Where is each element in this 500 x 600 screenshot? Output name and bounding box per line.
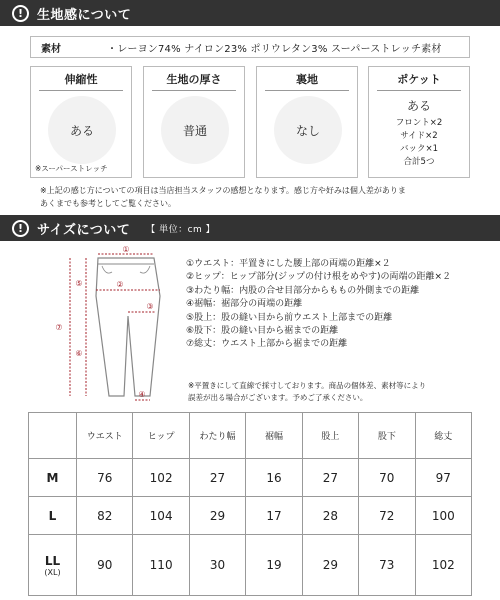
size-value: 28 (302, 497, 358, 535)
fabric-section-header (0, 0, 500, 26)
attribute-divider (152, 90, 236, 91)
attribute-divider (265, 90, 349, 91)
size-section-header (0, 215, 500, 241)
marker-thigh: ③ (146, 302, 154, 311)
attribute-title: 伸縮性 (64, 73, 98, 86)
marker-total: ⑦ (55, 323, 63, 332)
attribute-value: 普通 (161, 96, 229, 164)
size-value: 19 (246, 535, 302, 596)
size-value: 100 (415, 497, 471, 535)
size-sub-code: (XL) (44, 567, 61, 577)
marker-rise: ⑤ (75, 279, 83, 288)
attribute-stretch (30, 66, 132, 178)
size-value: 102 (415, 535, 471, 596)
attribute-title: 生地の厚さ (166, 73, 222, 86)
attribute-value: ある (48, 96, 116, 164)
size-table-header: 股上 (302, 413, 358, 459)
fabric-section-title: 生地感について (37, 7, 132, 23)
measurement-description: ⑥股下：股の縫い目から裾までの距離 (186, 326, 339, 337)
size-value: 70 (359, 459, 415, 497)
size-table-header: 裾幅 (246, 413, 302, 459)
measurement-descriptions (186, 258, 451, 352)
attribute-thickness (143, 66, 245, 178)
pocket-value: ある (406, 99, 431, 113)
fabric-note-line: ※上記の感じ方についての項目は当店担当スタッフの感想となります。感じ方や好みは個人差がありま (40, 186, 406, 195)
attribute-title: 裏地 (296, 73, 318, 86)
size-table-header: わたり幅 (189, 413, 245, 459)
fabric-note-line: あくまでも参考としてご覧ください。 (40, 199, 176, 208)
size-table-header-row (29, 413, 472, 459)
size-value: 30 (189, 535, 245, 596)
pants-pocket-left (102, 266, 112, 273)
size-code: LL (44, 553, 61, 568)
table-row (29, 535, 472, 596)
marker-hip: ② (116, 280, 124, 289)
size-value: 73 (359, 535, 415, 596)
size-note (188, 380, 426, 404)
size-code: M (46, 470, 59, 485)
fabric-note (40, 184, 480, 210)
pocket-item: バック×1 (399, 144, 439, 154)
size-section-title: サイズについて (37, 222, 131, 238)
size-value: 110 (133, 535, 189, 596)
size-value: 104 (133, 497, 189, 535)
material-label: 素材 (41, 43, 61, 55)
attribute-divider (377, 90, 461, 91)
size-table-header: ウエスト (77, 413, 133, 459)
size-table-header: 総丈 (415, 413, 471, 459)
measurement-description: ⑦総丈：ウエスト上部から裾までの距離 (186, 339, 348, 350)
exclamation-icon: ! (12, 220, 29, 237)
size-value: 16 (246, 459, 302, 497)
attribute-lining (256, 66, 358, 178)
size-code: L (48, 508, 57, 523)
size-value: 102 (133, 459, 189, 497)
attribute-value: なし (274, 96, 342, 164)
pants-pocket-right (140, 266, 150, 273)
measurement-description: ③わたり幅：内股の合せ目部分からももの外側までの距離 (186, 285, 420, 296)
size-value: 29 (302, 535, 358, 596)
size-value: 76 (77, 459, 133, 497)
size-value: 82 (77, 497, 133, 535)
material-row (30, 36, 470, 58)
pocket-item: フロント×2 (395, 118, 443, 128)
size-label (29, 459, 77, 497)
size-value: 27 (189, 459, 245, 497)
size-value: 72 (359, 497, 415, 535)
size-unit-label: 【 単位：cm 】 (146, 224, 216, 235)
attribute-divider (39, 90, 123, 91)
size-table-corner (29, 413, 77, 459)
marker-waist: ① (122, 246, 130, 254)
table-row (29, 497, 472, 535)
size-table (28, 412, 472, 596)
size-label (29, 497, 77, 535)
attribute-title: ポケット (397, 73, 441, 86)
pants-outline (96, 258, 160, 396)
size-value: 27 (302, 459, 358, 497)
pocket-item: サイド×2 (400, 131, 438, 141)
table-row (29, 459, 472, 497)
size-table-header: ヒップ (133, 413, 189, 459)
size-value: 90 (77, 535, 133, 596)
measurement-description: ⑤股上：股の縫い目から前ウエスト上部までの距離 (186, 312, 393, 323)
size-label (29, 535, 77, 596)
pants-measurement-diagram (50, 246, 180, 406)
measurement-description: ④裾幅：裾部分の両端の距離 (186, 299, 303, 310)
size-value: 29 (189, 497, 245, 535)
size-note-line: 誤差が出る場合がございます。予めご了承ください。 (188, 393, 368, 402)
size-value: 17 (246, 497, 302, 535)
pocket-list (369, 117, 469, 169)
size-value: 97 (415, 459, 471, 497)
attribute-note: ※スーパーストレッチ (35, 164, 108, 173)
marker-inseam: ⑥ (75, 349, 83, 358)
size-note-line: ※平置きにして直線で採寸しております。商品の個体差、素材等により (188, 381, 427, 390)
exclamation-icon: ! (12, 5, 29, 22)
marker-hem: ④ (138, 390, 146, 399)
measurement-description: ①ウエスト：平置きにした腰上部の両端の距離×２ (186, 259, 391, 269)
material-value: ・レーヨン74% ナイロン23% ポリウレタン3% スーパーストレッチ素材 (107, 43, 442, 55)
attribute-pocket (368, 66, 470, 178)
measurement-description: ②ヒップ：ヒップ部分(ジップの付け根をめやす)の両端の距離×２ (186, 272, 452, 283)
size-table-header: 股下 (359, 413, 415, 459)
pocket-item: 合計5つ (403, 157, 435, 167)
